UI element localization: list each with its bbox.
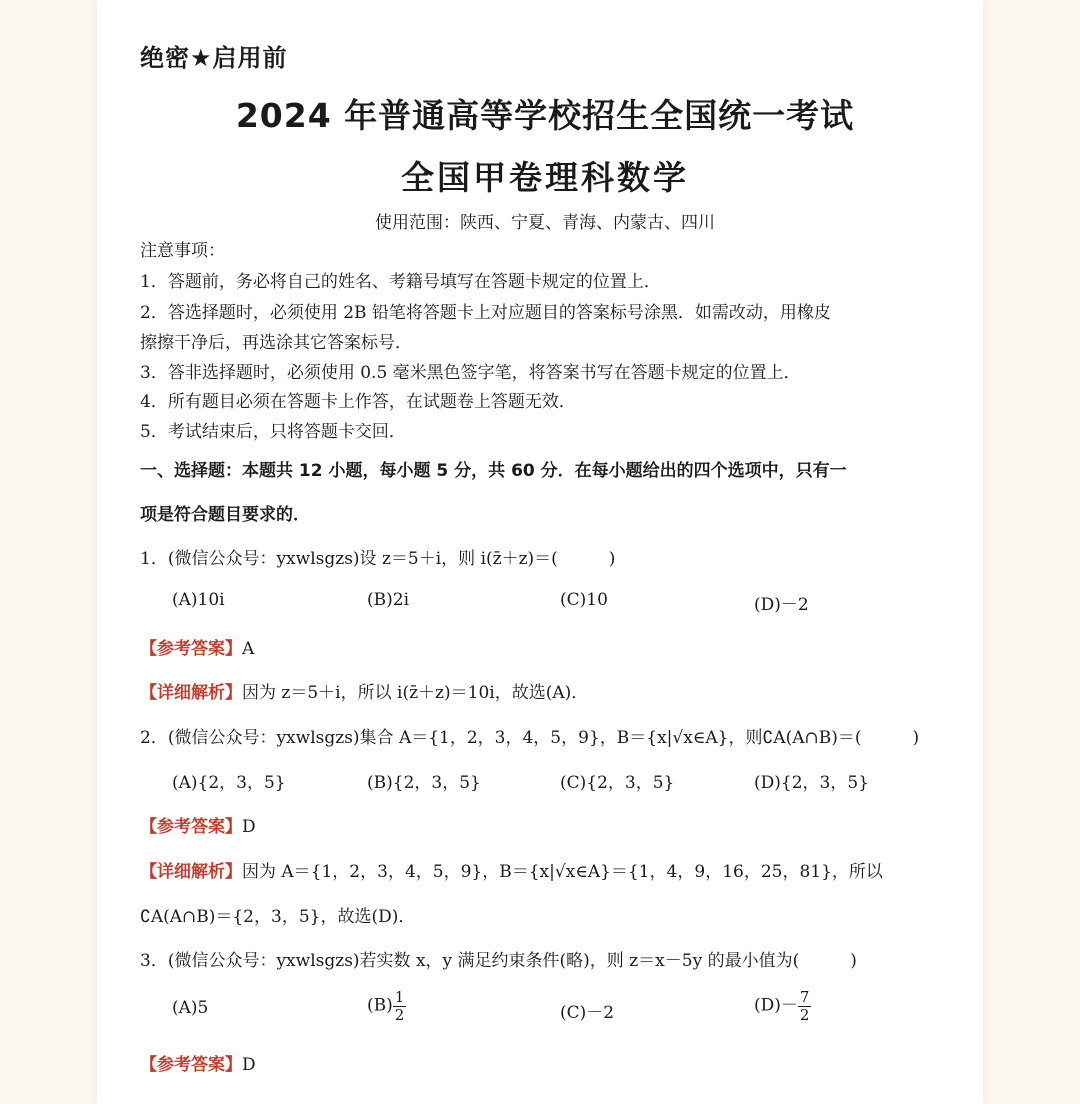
- section-heading: 一、选择题：本题共 12 小题，每小题 5 分，共 60 分．在每小题给出的四个选项中，只有一: [140, 461, 847, 481]
- question-1-answer: [140, 634, 950, 659]
- exam-page: [97, 0, 983, 1104]
- question-3-answer: [140, 1050, 950, 1075]
- option-c: (C){2，3，5}: [560, 773, 675, 793]
- option-b: (B){2，3，5}: [367, 773, 481, 793]
- note-item: 3．答非选择题时，必须使用 0.5 毫米黑色签字笔，将答案书写在答题卡规定的位置上．: [140, 363, 801, 383]
- option-d: [754, 989, 811, 1023]
- analysis-text: 因为 A＝{1，2，3，4，5，9}，B＝{x|√x∈A}＝{1，4，9，16，25，81}，所以: [242, 862, 883, 882]
- option-a: (A)5: [172, 998, 209, 1018]
- usage-scope: 使用范围：陕西、宁夏、青海、内蒙古、四川: [375, 213, 715, 233]
- note-item: 4．所有题目必须在答题卡上作答，在试题卷上答题无效．: [140, 392, 576, 412]
- question-3-stem: 3．(微信公众号：yxwlsgzs)若实数 x，y 满足约束条件(略)，则 z＝x－5y 的最小值为( ): [140, 951, 857, 971]
- question-1-analysis: [140, 678, 950, 703]
- note-item: 1．答题前，务必将自己的姓名、考籍号填写在答题卡规定的位置上．: [140, 272, 661, 292]
- question-2-answer: [140, 812, 950, 837]
- analysis-label: 【详细解析】: [140, 683, 242, 703]
- fraction-numerator: 7: [799, 988, 810, 1006]
- option-c: (C)－2: [560, 1003, 615, 1023]
- answer-value: A: [242, 639, 255, 659]
- answer-label: 【参考答案】: [140, 1055, 242, 1075]
- confidential-mark: 绝密★启用前: [140, 44, 288, 72]
- question-2-stem: 2．(微信公众号：yxwlsgzs)集合 A＝{1，2，3，4，5，9}，B＝{x|√x∈A}，则∁A(A∩B)＝( ): [140, 728, 920, 748]
- fraction: [798, 989, 812, 1023]
- option-a: (A){2，3，5}: [172, 773, 286, 793]
- option-d: (D)－2: [754, 595, 809, 615]
- answer-value: D: [242, 817, 256, 837]
- notes-heading: 注意事项：: [140, 241, 225, 261]
- question-2-analysis-cont: ∁A(A∩B)＝{2，3，5}，故选(D)．: [140, 907, 416, 927]
- note-item: 擦擦干净后，再选涂其它答案标号．: [140, 333, 412, 353]
- fraction-numerator: 1: [394, 988, 405, 1006]
- answer-label: 【参考答案】: [140, 639, 242, 659]
- option-c: (C)10: [560, 590, 608, 610]
- section-heading-cont: 项是符合题目要求的．: [140, 505, 310, 525]
- answer-label: 【参考答案】: [140, 817, 242, 837]
- exam-title: 2024 年普通高等学校招生全国统一考试: [235, 96, 855, 135]
- fraction-denominator: 2: [799, 1005, 810, 1024]
- option-a: (A)10i: [172, 590, 225, 610]
- exam-subtitle: 全国甲卷理科数学: [401, 158, 689, 197]
- question-1-stem: 1．(微信公众号：yxwlsgzs)设 z＝5＋i，则 i(z̄＋z)＝( ): [140, 549, 616, 569]
- option-d-prefix: (D)－: [754, 995, 798, 1016]
- answer-value: D: [242, 1055, 256, 1075]
- note-item: 5．考试结束后，只将答题卡交回．: [140, 422, 406, 442]
- analysis-text: 因为 z＝5＋i，所以 i(z̄＋z)＝10i，故选(A)．: [242, 683, 589, 703]
- fraction-denominator: 2: [394, 1005, 405, 1024]
- note-item: 2．答选择题时，必须使用 2B 铅笔将答题卡上对应题目的答案标号涂黑．如需改动，用橡皮: [140, 303, 831, 323]
- fraction: [393, 989, 407, 1023]
- question-3-options: [172, 985, 932, 1035]
- option-b-prefix: (B): [367, 995, 393, 1016]
- option-b: [367, 989, 406, 1023]
- option-b: (B)2i: [367, 590, 410, 610]
- question-2-analysis: [140, 857, 950, 882]
- analysis-label: 【详细解析】: [140, 862, 242, 882]
- option-d: (D){2，3，5}: [754, 773, 869, 793]
